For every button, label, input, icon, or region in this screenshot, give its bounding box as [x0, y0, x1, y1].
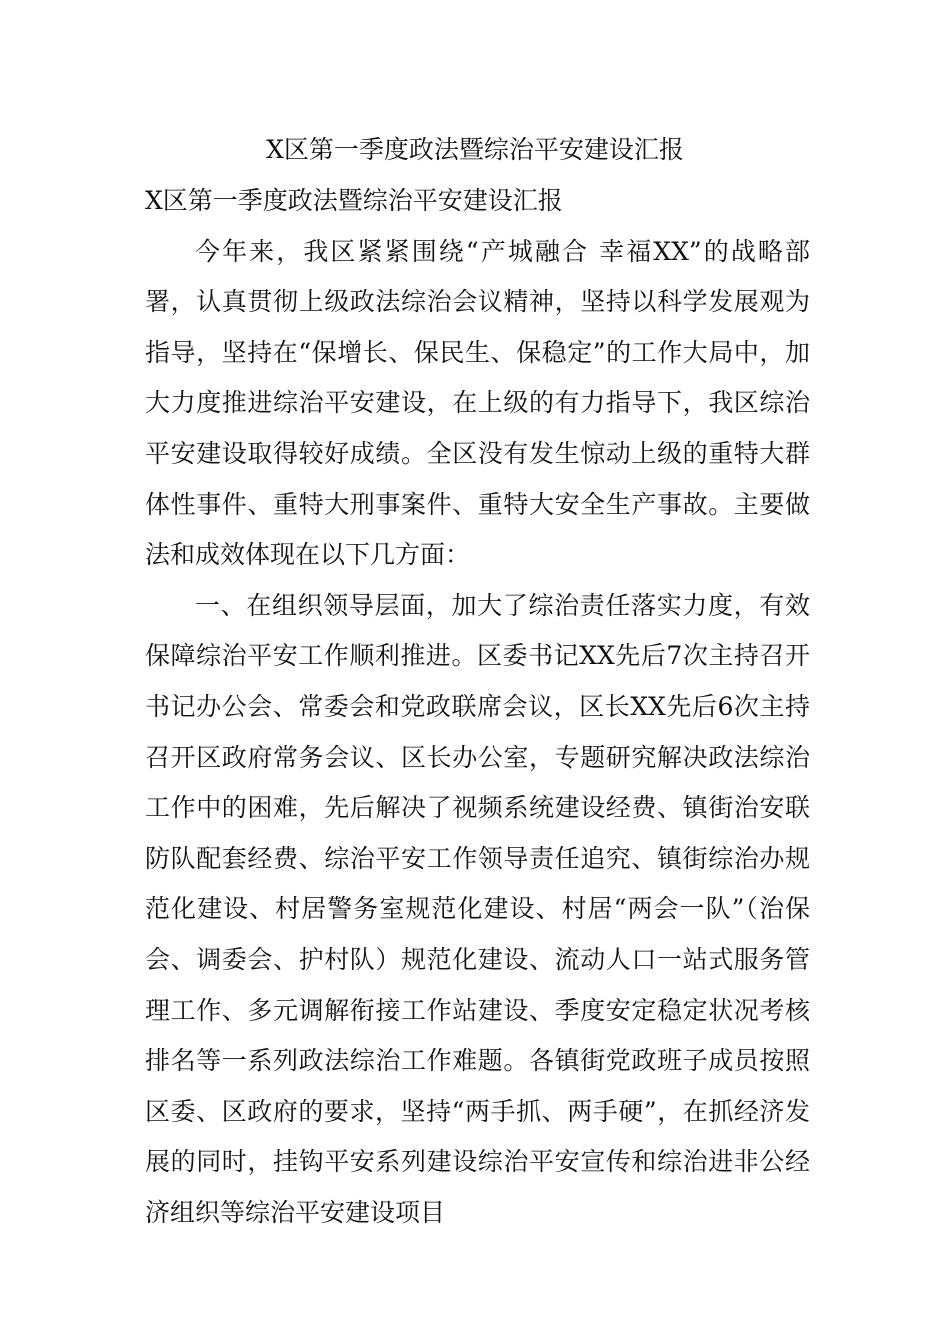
document-body: [145, 176, 810, 1238]
paragraph-intro: 今年来，我区紧紧围绕“产城融合 幸福XX”的战略部署，认真贯彻上级政法综治会议精神，坚持以科学发展观为指导，坚持在“保增长、保民生、保稳定”的工作大局中，加大力度推进综治平安建设，在上级的有力指导下，我区综治平安建设取得较好成绩。全区没有发生惊动上级的重特大群体性事件、重特大刑事案件、重特大安全生产事故。主要做法和成效体现在以下几方面：: [145, 236, 810, 570]
document-title: X区第一季度政法暨综治平安建设汇报: [266, 135, 684, 164]
document-subtitle: X区第一季度政法暨综治平安建设汇报: [145, 186, 563, 215]
paragraph-organization-leadership: 一、在组织领导层面，加大了综治责任落实力度，有效保障综治平安工作顺利推进。区委书记XX先后7次主持召开书记办公会、常委会和党政联席会议，区长XX先后6次主持召开区政府常务会议、区长办公室，专题研究解决政法综治工作中的困难，先后解决了视频系统建设经费、镇街治安联防队配套经费、综治平安工作领导责任追究、镇街综治办规范化建设、村居警务室规范化建设、村居“两会一队”（治保会、调委会、护村队）规范化建设、流动人口一站式服务管理工作、多元调解衔接工作站建设、季度安定稳定状况考核排名等一系列政法综治工作难题。各镇街党政班子成员按照区委、区政府的要求，坚持“两手抓、两手硬”，在抓经济发展的同时，挂钩平安系列建设综治平安宣传和综治进非公经济组织等综治平安建设项目: [145, 590, 810, 1227]
